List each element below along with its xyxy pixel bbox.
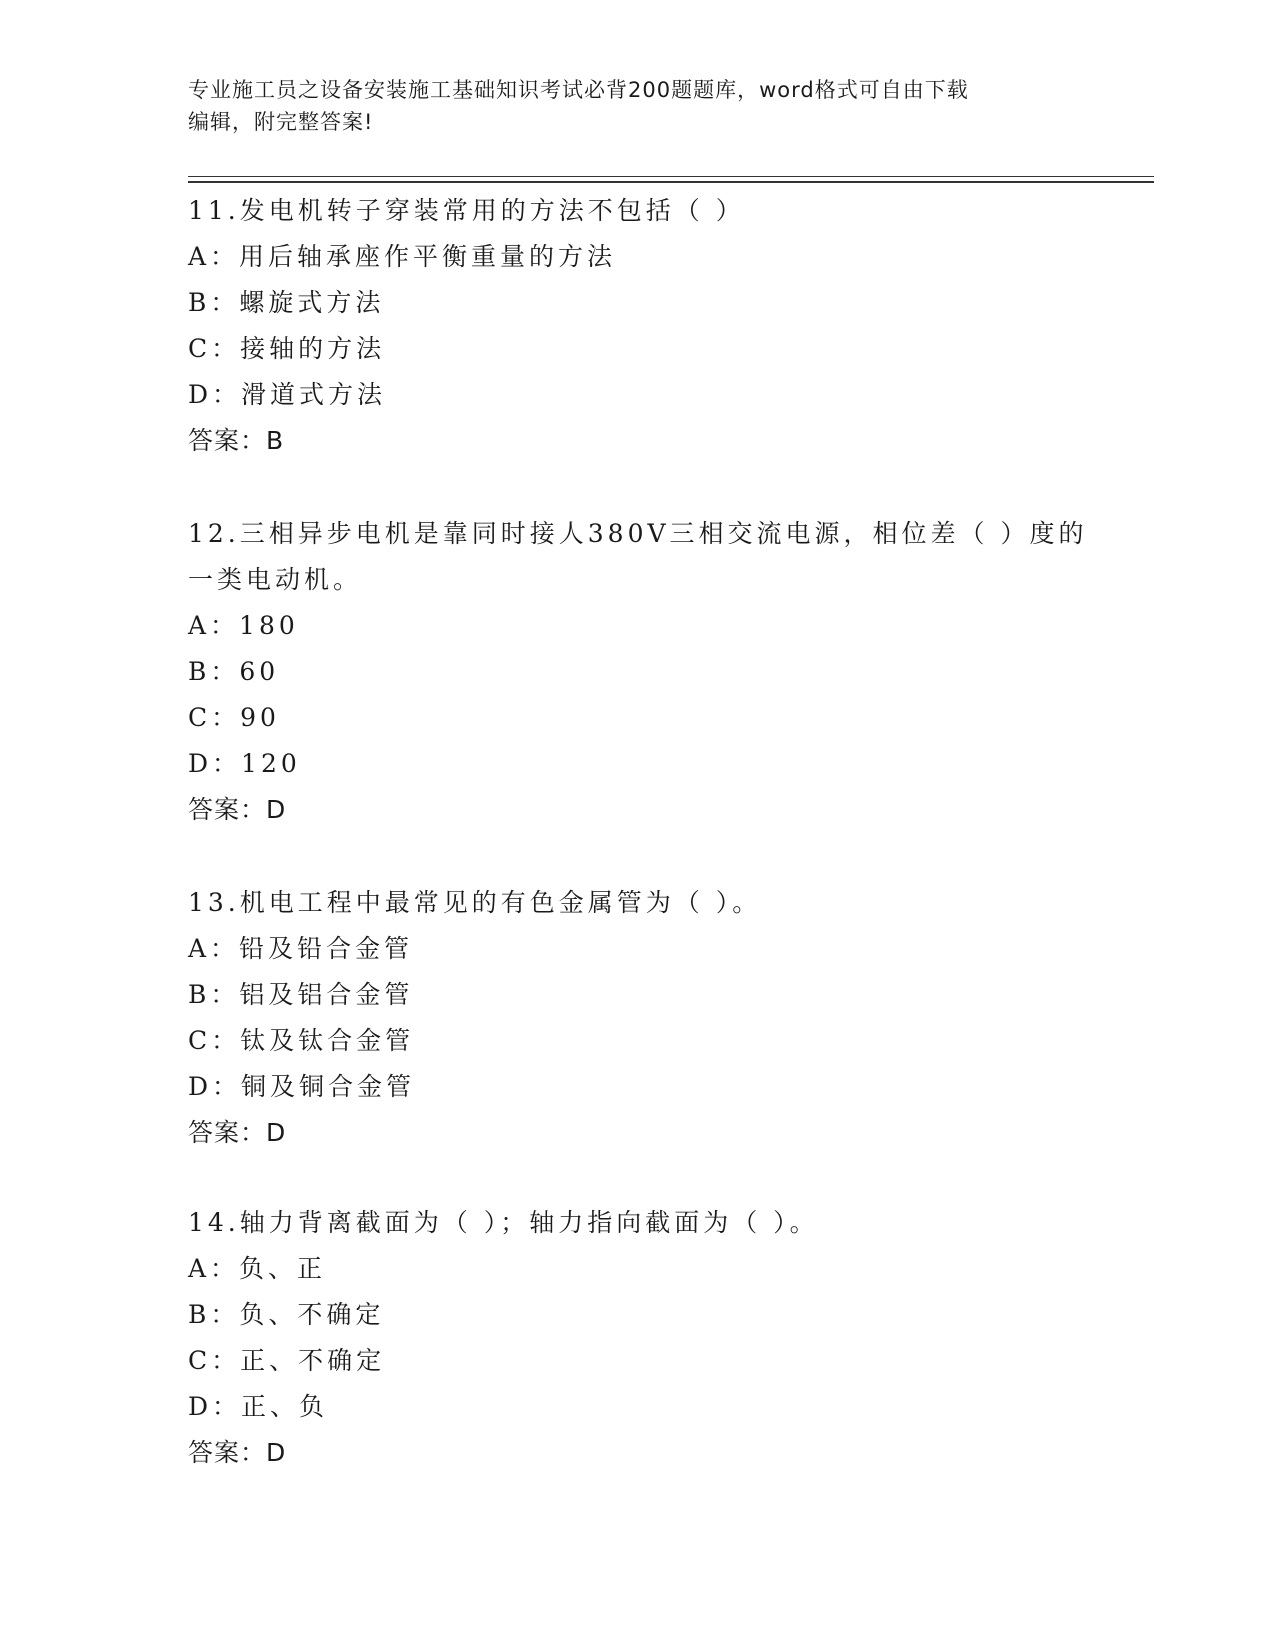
question-stem: 13.机电工程中最常见的有色金属管为（ ）。 xyxy=(188,888,762,917)
header-divider-top xyxy=(188,176,1154,177)
answer: 答案：D xyxy=(188,1118,287,1147)
question-stem: 14.轴力背离截面为（ ）；轴力指向截面为（ ）。 xyxy=(188,1208,819,1237)
option-b: B：负、不确定 xyxy=(188,1300,385,1329)
option-b: B：铝及铝合金管 xyxy=(188,980,414,1009)
document-header xyxy=(188,74,1088,138)
option-a: A：180 xyxy=(188,611,299,640)
header-divider-bottom xyxy=(188,181,1154,183)
option-c: C：90 xyxy=(188,703,280,732)
option-a: A：用后轴承座作平衡重量的方法 xyxy=(188,242,617,271)
question-stem: 12.三相异步电机是靠同时接人380V三相交流电源，相位差（ ）度的 xyxy=(188,519,1088,548)
option-c: C：接轴的方法 xyxy=(188,334,386,363)
question-stem: 11.发电机转子穿装常用的方法不包括（ ） xyxy=(188,196,745,225)
answer: 答案：D xyxy=(188,795,287,824)
answer: 答案：D xyxy=(188,1438,287,1467)
question-11 xyxy=(188,188,1088,464)
option-c: C：正、不确定 xyxy=(188,1346,386,1375)
option-d: D：120 xyxy=(188,749,301,778)
question-12 xyxy=(188,511,1088,833)
question-13 xyxy=(188,880,1088,1156)
question-14 xyxy=(188,1200,1088,1476)
option-d: D：正、负 xyxy=(188,1392,329,1421)
option-a: A：铅及铅合金管 xyxy=(188,934,414,963)
answer: 答案：B xyxy=(188,426,285,455)
option-b: B：螺旋式方法 xyxy=(188,288,385,317)
option-d: D：铜及铜合金管 xyxy=(188,1072,416,1101)
option-a: A：负、正 xyxy=(188,1254,327,1283)
header-title-line-2: 编辑，附完整答案! xyxy=(188,110,374,134)
question-stem-continued: 一类电动机。 xyxy=(188,565,363,594)
option-c: C：钛及钛合金管 xyxy=(188,1026,415,1055)
header-title-line-1: 专业施工员之设备安装施工基础知识考试必背200题题库，word格式可自由下载 xyxy=(188,78,969,102)
option-d: D：滑道式方法 xyxy=(188,380,387,409)
option-b: B：60 xyxy=(188,657,280,686)
